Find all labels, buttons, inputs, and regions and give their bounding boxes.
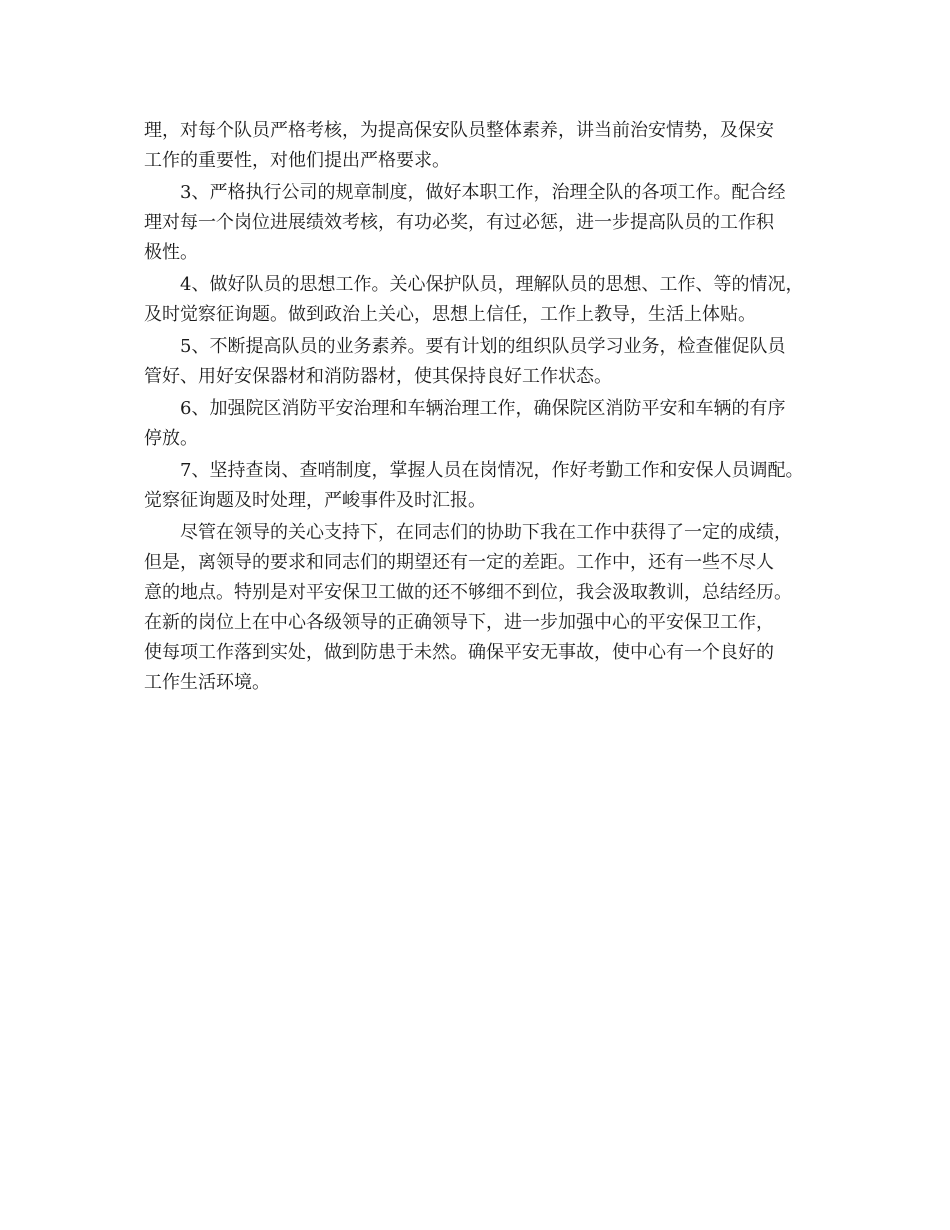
text-line: 4、做好队员的思想工作。关心保护队员，理解队员的思想、工作、等的情况， (180, 274, 804, 295)
paragraph (144, 518, 834, 698)
paragraph (144, 178, 834, 268)
text-line: 停放。 (144, 428, 198, 449)
text-line: 但是，离领导的要求和同志们的期望还有一定的差距。工作中，还有一些不尽人 (144, 552, 774, 573)
text-line: 极性。 (144, 242, 198, 263)
text-line: 理，对每个队员严格考核，为提高保安队员整体素养，讲当前治安情势，及保安 (144, 120, 774, 141)
text-line: 理对每一个岗位进展绩效考核，有功必奖，有过必惩，进一步提高队员的工作积 (144, 212, 774, 233)
text-line: 意的地点。特别是对平安保卫工做的还不够细不到位，我会汲取教训，总结经历。 (144, 582, 792, 603)
text-line: 在新的岗位上在中心各级领导的正确领导下，进一步加强中心的平安保卫工作， (144, 612, 774, 633)
text-line: 工作生活环境。 (144, 672, 270, 693)
text-line: 觉察征询题及时处理，严峻事件及时汇报。 (144, 490, 486, 511)
text-line: 及时觉察征询题。做到政治上关心，思想上信任，工作上教导，生活上体贴。 (144, 304, 756, 325)
text-line: 3、严格执行公司的规章制度，做好本职工作，治理全队的各项工作。配合经 (180, 182, 786, 203)
paragraph (144, 116, 834, 176)
paragraph (144, 270, 834, 330)
text-line: 7、坚持查岗、查哨制度，掌握人员在岗情况，作好考勤工作和安保人员调配。 (180, 460, 804, 481)
paragraph (144, 332, 834, 392)
text-line: 使每项工作落到实处，做到防患于未然。确保平安无事故，使中心有一个良好的 (144, 642, 774, 663)
document-body (144, 116, 834, 698)
text-line: 工作的重要性，对他们提出严格要求。 (144, 150, 450, 171)
text-line: 尽管在领导的关心支持下，在同志们的协助下我在工作中获得了一定的成绩， (180, 522, 792, 543)
text-line: 6、加强院区消防平安治理和车辆治理工作，确保院区消防平安和车辆的有序 (180, 398, 786, 419)
text-line: 5、不断提高队员的业务素养。要有计划的组织队员学习业务，检查催促队员 (180, 336, 786, 357)
text-line: 管好、用好安保器材和消防器材，使其保持良好工作状态。 (144, 366, 612, 387)
paragraph (144, 456, 834, 516)
paragraph (144, 394, 834, 454)
